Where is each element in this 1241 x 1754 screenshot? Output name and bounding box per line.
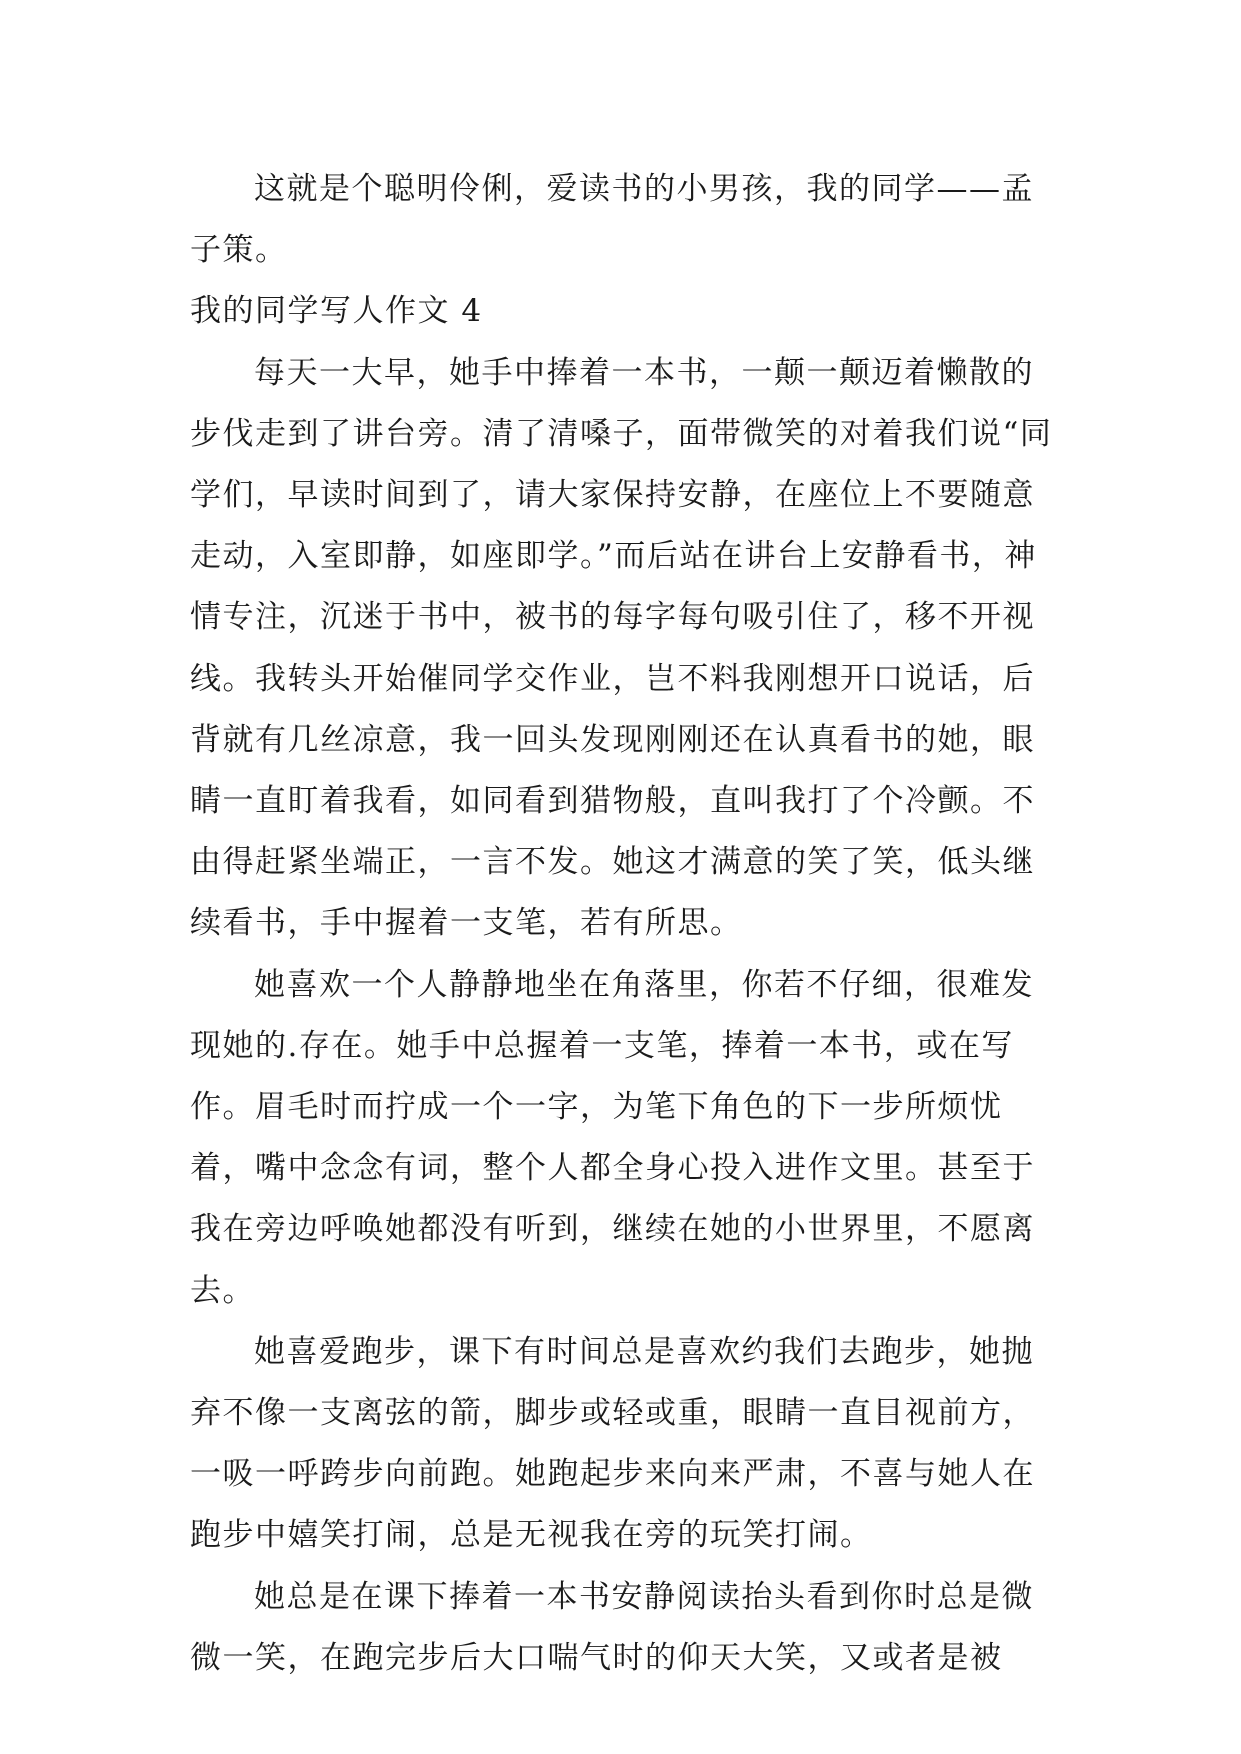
paragraph: 这就是个聪明伶俐，爱读书的小男孩，我的同学——孟子策。 [190, 171, 1034, 269]
section-heading: 我的同学写人作文 4 [190, 293, 483, 330]
document-body [190, 159, 1060, 1689]
paragraph: 她喜欢一个人静静地坐在角落里，你若不仔细，很难发现她的.存在。她手中总握着一支笔，捧着一本书，或在写作。眉毛时而拧成一个一字，为笔下角色的下一步所烦忧着，嘴中念念有词，整个人都全身心投入进作文里。甚至于我在旁边呼唤她都没有听到，继续在她的小世界里，不愿离去。 [190, 966, 1035, 1309]
paragraph: 她喜爱跑步，课下有时间总是喜欢约我们去跑步，她抛弃不像一支离弦的箭，脚步或轻或重，眼睛一直目视前方，一吸一呼跨步向前跑。她跑起步来向来严肃，不喜与她人在跑步中嬉笑打闹，总是无视我在旁的玩笑打闹。 [190, 1333, 1035, 1554]
paragraph: 她总是在课下捧着一本书安静阅读抬头看到你时总是微微一笑，在跑完步后大口喘气时的仰天大笑，又或者是被 [190, 1578, 1034, 1676]
paragraph: 每天一大早，她手中捧着一本书，一颠一颠迈着懒散的步伐走到了讲台旁。清了清嗓子，面带微笑的对着我们说“同学们，早读时间到了，请大家保持安静，在座位上不要随意走动，入室即静，如座即学。”而后站在讲台上安静看书，神情专注，沉迷于书中，被书的每字每句吸引住了，移不开视线。我转头开始催同学交作业，岂不料我刚想开口说话，后背就有几丝凉意，我一回头发现刚刚还在认真看书的她，眼睛一直盯着我看，如同看到猎物般，直叫我打了个冷颤。不由得赶紧坐端正，一言不发。她这才满意的笑了笑，低头继续看书，手中握着一支笔，若有所思。 [190, 354, 1053, 942]
